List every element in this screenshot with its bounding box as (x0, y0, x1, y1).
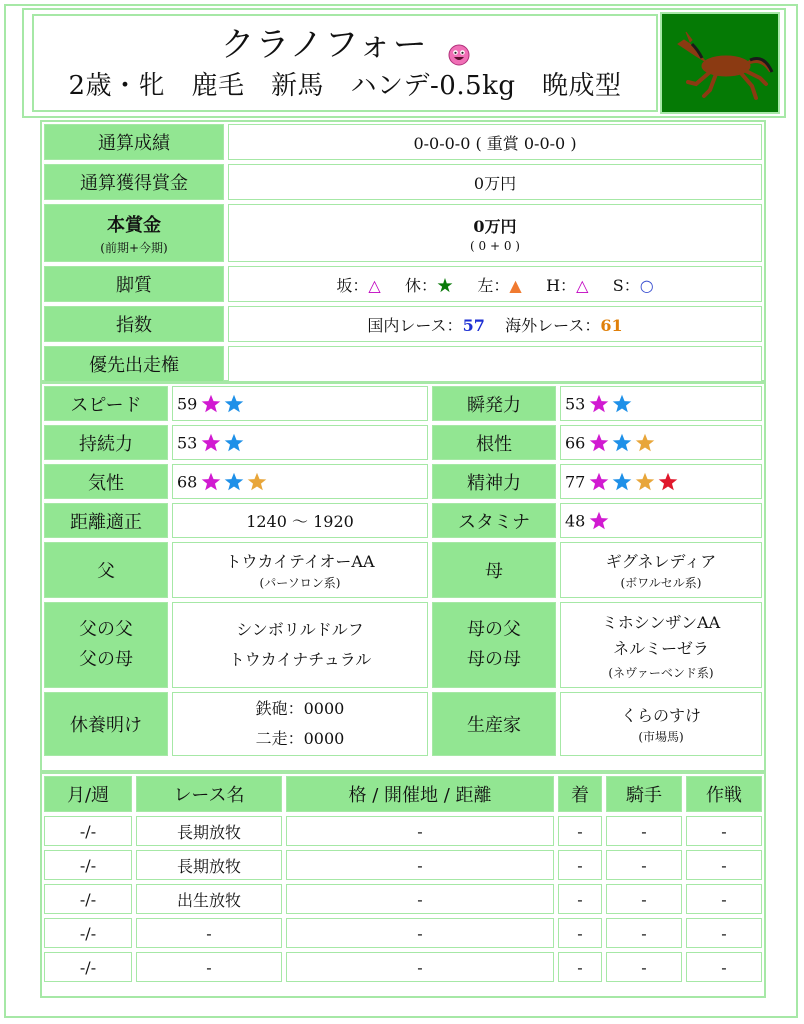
dam-cell (560, 542, 762, 598)
index-label: 指数 (44, 306, 224, 342)
leg-item-heavy: H：△ (546, 275, 589, 295)
speed-value: 59 (177, 394, 198, 413)
speed-stars (199, 392, 245, 416)
distance-label: 距離適正 (44, 503, 168, 538)
sire-line: (パーソロン系) (259, 576, 341, 590)
cell-tactic: - (686, 918, 762, 948)
blue-star-icon (610, 470, 634, 494)
index-domestic-label: 国内レース： (367, 315, 463, 335)
rest-cell (172, 692, 428, 756)
dams-sire-label: 母の父 (467, 619, 521, 640)
cell-grade: - (286, 952, 554, 982)
dams-line: (ネヴァーベンド系) (608, 665, 714, 680)
race-header-row (44, 776, 762, 812)
dams-dam: ネルミーゼラ (613, 638, 709, 658)
priority-value (228, 346, 762, 382)
main-prize-label-cell (44, 204, 224, 262)
leg-value (228, 266, 762, 302)
rest-label: 休養明け (44, 692, 168, 756)
cell-week: -/- (44, 816, 132, 846)
stats-table (40, 382, 766, 760)
cell-jockey: - (606, 918, 682, 948)
temper-value: 68 (177, 472, 198, 491)
dam-line: (ボワルセル系) (620, 576, 702, 590)
cell-grade: - (286, 918, 554, 948)
guts-value-cell (560, 425, 762, 460)
damsire-labels (432, 602, 556, 688)
grandsire-cell (172, 602, 428, 688)
cell-finish: - (558, 850, 602, 880)
damsire-cell (560, 602, 762, 688)
blue-star-icon (610, 392, 634, 416)
magenta-star-icon (587, 509, 611, 533)
table-row (44, 850, 762, 880)
grandsire-labels (44, 602, 168, 688)
total-prize-value: 0万円 (228, 164, 762, 200)
gold-star-icon (633, 431, 657, 455)
endurance-value: 53 (177, 433, 198, 452)
cell-grade: - (286, 850, 554, 880)
endurance-stars (199, 431, 245, 455)
cell-jockey: - (606, 952, 682, 982)
sires-dam-label: 父の母 (79, 649, 133, 670)
col-header-race: レース名 (136, 776, 282, 812)
leg-label: 脚質 (44, 266, 224, 302)
breeder-name: くらのすけ (620, 706, 701, 725)
table-row (44, 952, 762, 982)
breeder-label: 生産家 (432, 692, 556, 756)
distance-value: 1240 〜 1920 (172, 503, 428, 538)
gold-star-icon (245, 470, 269, 494)
cell-race: - (136, 952, 282, 982)
cell-finish: - (558, 884, 602, 914)
cell-finish: - (558, 816, 602, 846)
cell-week: -/- (44, 918, 132, 948)
burst-label: 瞬発力 (432, 386, 556, 421)
table-row (44, 816, 762, 846)
main-prize-value-cell (228, 204, 762, 262)
burst-value: 53 (565, 394, 586, 413)
cell-race: 長期放牧 (136, 816, 282, 846)
horse-name-line (34, 22, 656, 68)
main-prize-label: 本賞金 (107, 214, 161, 236)
magenta-star-icon (199, 392, 223, 416)
dams-sire: ミホシンザンAA (601, 612, 721, 632)
horse-name: クラノフォー (220, 25, 428, 65)
leg-item-speed: S：○ (612, 275, 654, 295)
cell-grade: - (286, 816, 554, 846)
sires-sire: シンボリルドルフ (236, 620, 364, 639)
col-header-grade: 格 / 開催地 / 距離 (286, 776, 554, 812)
record-value: 0-0-0-0 ( 重賞 0-0-0 ) (228, 124, 762, 160)
sire-cell (172, 542, 428, 598)
main-prize-sub: (前期+今期) (100, 240, 168, 255)
temper-stars (199, 470, 268, 494)
cell-jockey: - (606, 884, 682, 914)
sires-sire-label: 父の父 (79, 619, 133, 640)
magenta-star-icon (587, 392, 611, 416)
guts-stars (587, 431, 656, 455)
sire-name: トウカイテイオーAA (225, 552, 375, 571)
temper-label: 気性 (44, 464, 168, 499)
burst-stars (587, 392, 633, 416)
cell-race: 長期放牧 (136, 850, 282, 880)
horse-header-text (32, 14, 658, 112)
table-row (44, 884, 762, 914)
cell-race: - (136, 918, 282, 948)
cell-finish: - (558, 952, 602, 982)
race-history-table (40, 772, 766, 986)
index-overseas-value: 61 (600, 315, 623, 335)
priority-label: 優先出走権 (44, 346, 224, 382)
magenta-star-icon (587, 470, 611, 494)
pink-face-emoji-icon (448, 32, 470, 54)
dams-dam-label: 母の母 (467, 649, 521, 670)
blue-star-icon (222, 392, 246, 416)
leg-item-slope: 坂：△ (336, 275, 381, 295)
rest-line2: 二走：0000 (255, 729, 345, 748)
breeder-note: (市場馬) (638, 730, 684, 744)
blue-star-icon (222, 431, 246, 455)
col-header-finish: 着 (558, 776, 602, 812)
cell-jockey: - (606, 850, 682, 880)
blue-star-icon (610, 431, 634, 455)
horse-header (22, 8, 786, 118)
stamina-value: 48 (565, 511, 586, 530)
col-header-jockey: 騎手 (606, 776, 682, 812)
mental-stars (587, 470, 679, 494)
dam-label: 母 (432, 542, 556, 598)
running-horse-icon (660, 12, 780, 114)
main-prize-detail: ( 0 + 0 ) (470, 238, 520, 253)
cell-week: -/- (44, 952, 132, 982)
index-value (228, 306, 762, 342)
stamina-stars (587, 509, 610, 533)
leg-item-left: 左：▲ (477, 275, 522, 295)
total-prize-label: 通算獲得賞金 (44, 164, 224, 200)
index-domestic-value: 57 (462, 315, 485, 335)
mental-label: 精神力 (432, 464, 556, 499)
sires-dam: トウカイナチュラル (228, 650, 372, 669)
blue-star-icon (222, 470, 246, 494)
col-header-tactic: 作戦 (686, 776, 762, 812)
sire-label: 父 (44, 542, 168, 598)
magenta-star-icon (199, 431, 223, 455)
speed-label: スピード (44, 386, 168, 421)
red-star-icon (656, 470, 680, 494)
cell-race: 出生放牧 (136, 884, 282, 914)
cell-tactic: - (686, 850, 762, 880)
guts-value: 66 (565, 433, 586, 452)
mental-value: 77 (565, 472, 586, 491)
stamina-value-cell (560, 503, 762, 538)
col-header-week: 月/週 (44, 776, 132, 812)
leg-item-rest: 休：★ (405, 275, 454, 295)
endurance-label: 持続力 (44, 425, 168, 460)
table-row (44, 918, 762, 948)
cell-jockey: - (606, 816, 682, 846)
cell-tactic: - (686, 884, 762, 914)
record-label: 通算成績 (44, 124, 224, 160)
rest-line1: 鉄砲：0000 (255, 699, 345, 718)
main-prize-value: 0万円 (473, 216, 517, 236)
magenta-star-icon (587, 431, 611, 455)
summary-table (40, 120, 766, 386)
temper-value-cell (172, 464, 428, 499)
endurance-value-cell (172, 425, 428, 460)
cell-week: -/- (44, 850, 132, 880)
cell-tactic: - (686, 952, 762, 982)
burst-value-cell (560, 386, 762, 421)
cell-week: -/- (44, 884, 132, 914)
guts-label: 根性 (432, 425, 556, 460)
stamina-label: スタミナ (432, 503, 556, 538)
dam-name: ギグネレディア (605, 552, 717, 571)
horse-profile: 2歳・牝 鹿毛 新馬 ハンデ-0.5kg 晩成型 (68, 71, 622, 101)
mental-value-cell (560, 464, 762, 499)
cell-tactic: - (686, 816, 762, 846)
cell-grade: - (286, 884, 554, 914)
breeder-cell (560, 692, 762, 756)
cell-finish: - (558, 918, 602, 948)
index-overseas-label: 海外レース： (505, 315, 601, 335)
magenta-star-icon (199, 470, 223, 494)
gold-star-icon (633, 470, 657, 494)
speed-value-cell (172, 386, 428, 421)
